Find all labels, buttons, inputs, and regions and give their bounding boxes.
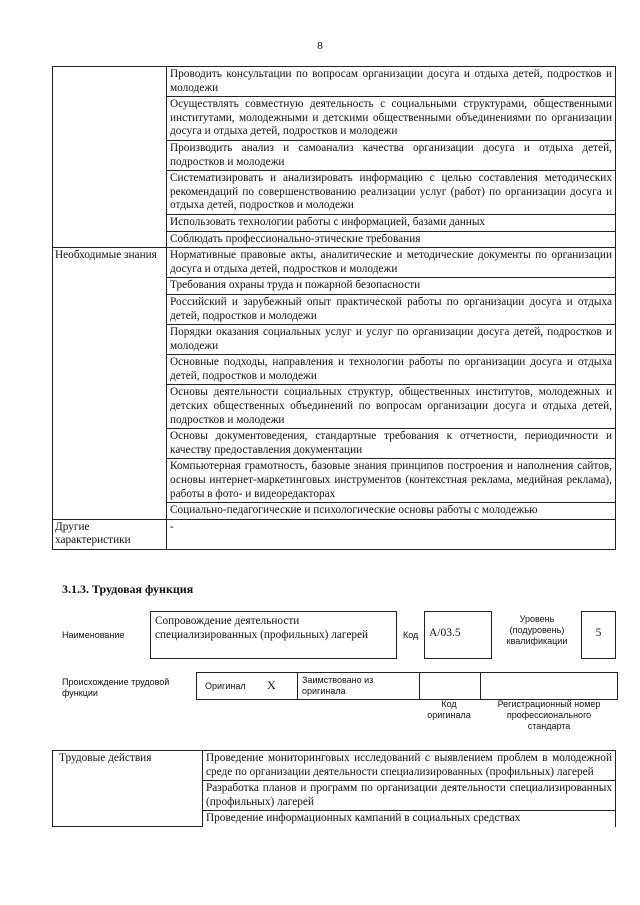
skill-row: Осуществлять совместную деятельность с социальными структурами, общественными институтами, молодежными и детскими общественными объединениями по организации досуга и отдыха детей, подростков и молодежи — [167, 97, 616, 141]
actions-table — [52, 750, 616, 827]
knowledge-row: Порядки оказания социальных услуг и услуг по организации досуга детей, подростков и молодежи — [167, 325, 616, 355]
borrowed-label: Заимствовано из оригинала — [302, 675, 374, 696]
code-original-box — [419, 672, 481, 700]
level-label: Уровень (подуровень) квалификации — [506, 614, 568, 646]
skills-label-cell — [53, 67, 167, 248]
table-row — [53, 519, 616, 549]
knowledge-label: Необходимые знания — [53, 248, 167, 520]
skill-row: Соблюдать профессионально-этические требования — [167, 231, 616, 248]
skill-row: Производить анализ и самоанализ качества организации досуга и отдыха детей, подростков и молодежи — [167, 140, 616, 170]
knowledge-row: Российский и зарубежный опыт практической работы по организации досуга и отдыха детей, подростков и молодежи — [167, 294, 616, 324]
name-box — [150, 611, 397, 659]
skill-row: Использовать технологии работы с информацией, базами данных — [167, 214, 616, 231]
other-label: Другие характеристики — [53, 519, 167, 549]
knowledge-row: Компьютерная грамотность, базовые знания принципов построения и наполнения сайтов, основы интернет-маркетинговых инструментов (контекстная реклама, медийная реклама), работы в фото- и видеоредакторах — [167, 459, 616, 503]
borrowed-box — [297, 672, 420, 700]
actions-label: Трудовые действия — [53, 751, 203, 827]
action-row: Проведение мониторинговых исследований с выявлением проблем в молодежной среде по организации деятельности специализированных (профильных) лагерей — [203, 751, 616, 781]
action-row: Проведение информационных кампаний в социальных средствах — [203, 811, 616, 827]
name-label: Наименование — [62, 630, 125, 640]
knowledge-row: Нормативные правовые акты, аналитические и методические документы по организации досуга и отдыха детей, подростков и молодежи — [167, 248, 616, 278]
code-label: Код — [403, 630, 419, 640]
table-row — [53, 67, 616, 97]
knowledge-row: Требования охраны труда и пожарной безопасности — [167, 278, 616, 295]
code-box — [424, 611, 492, 659]
reg-number-label: Регистрационный номер профессионального стандарта — [497, 699, 601, 731]
section-title: 3.1.3. Трудовая функция — [62, 582, 194, 596]
original-mark: X — [267, 678, 276, 692]
knowledge-row: Социально-педагогические и психологические основы работы с молодежью — [167, 503, 616, 520]
reg-number-box — [480, 672, 618, 700]
original-label: Оригинал — [205, 681, 246, 691]
table-row — [53, 248, 616, 278]
page-number: 8 — [317, 40, 323, 52]
table-row — [53, 751, 616, 781]
skills-knowledge-table — [52, 66, 616, 550]
action-row: Разработка планов и программ по организации деятельности специализированных (профильных) лагерей — [203, 781, 616, 811]
other-value: - — [167, 519, 616, 549]
level-value: 5 — [595, 627, 602, 639]
origin-label: Происхождение трудовой функции — [62, 677, 170, 698]
knowledge-row: Основные подходы, направления и технологии работы по организации досуга и отдыха детей, подростков и молодежи — [167, 355, 616, 385]
skill-row: Систематизировать и анализировать информацию с целью составления методических рекомендаций по совершенствованию реализации услуг (работ) по организации досуга и отдыха детей, подростков и молодежи — [167, 171, 616, 215]
code-value: A/03.5 — [429, 627, 461, 639]
level-box — [581, 611, 616, 659]
knowledge-row: Основы деятельности социальных структур, общественных институтов, молодежных и детских общественных объединений по вопросам организации досуга и отдыха детей, подростков и молодежи — [167, 385, 616, 429]
original-box — [196, 672, 298, 700]
code-original-label: Код оригинала — [427, 699, 471, 720]
name-value: Сопровождение деятельности специализированных (профильных) лагерей — [155, 615, 369, 641]
skill-row: Проводить консультации по вопросам организации досуга и отдыха детей, подростков и молодежи — [167, 67, 616, 97]
knowledge-row: Основы документоведения, стандартные требования к отчетности, периодичности и качеству предоставления документации — [167, 429, 616, 459]
